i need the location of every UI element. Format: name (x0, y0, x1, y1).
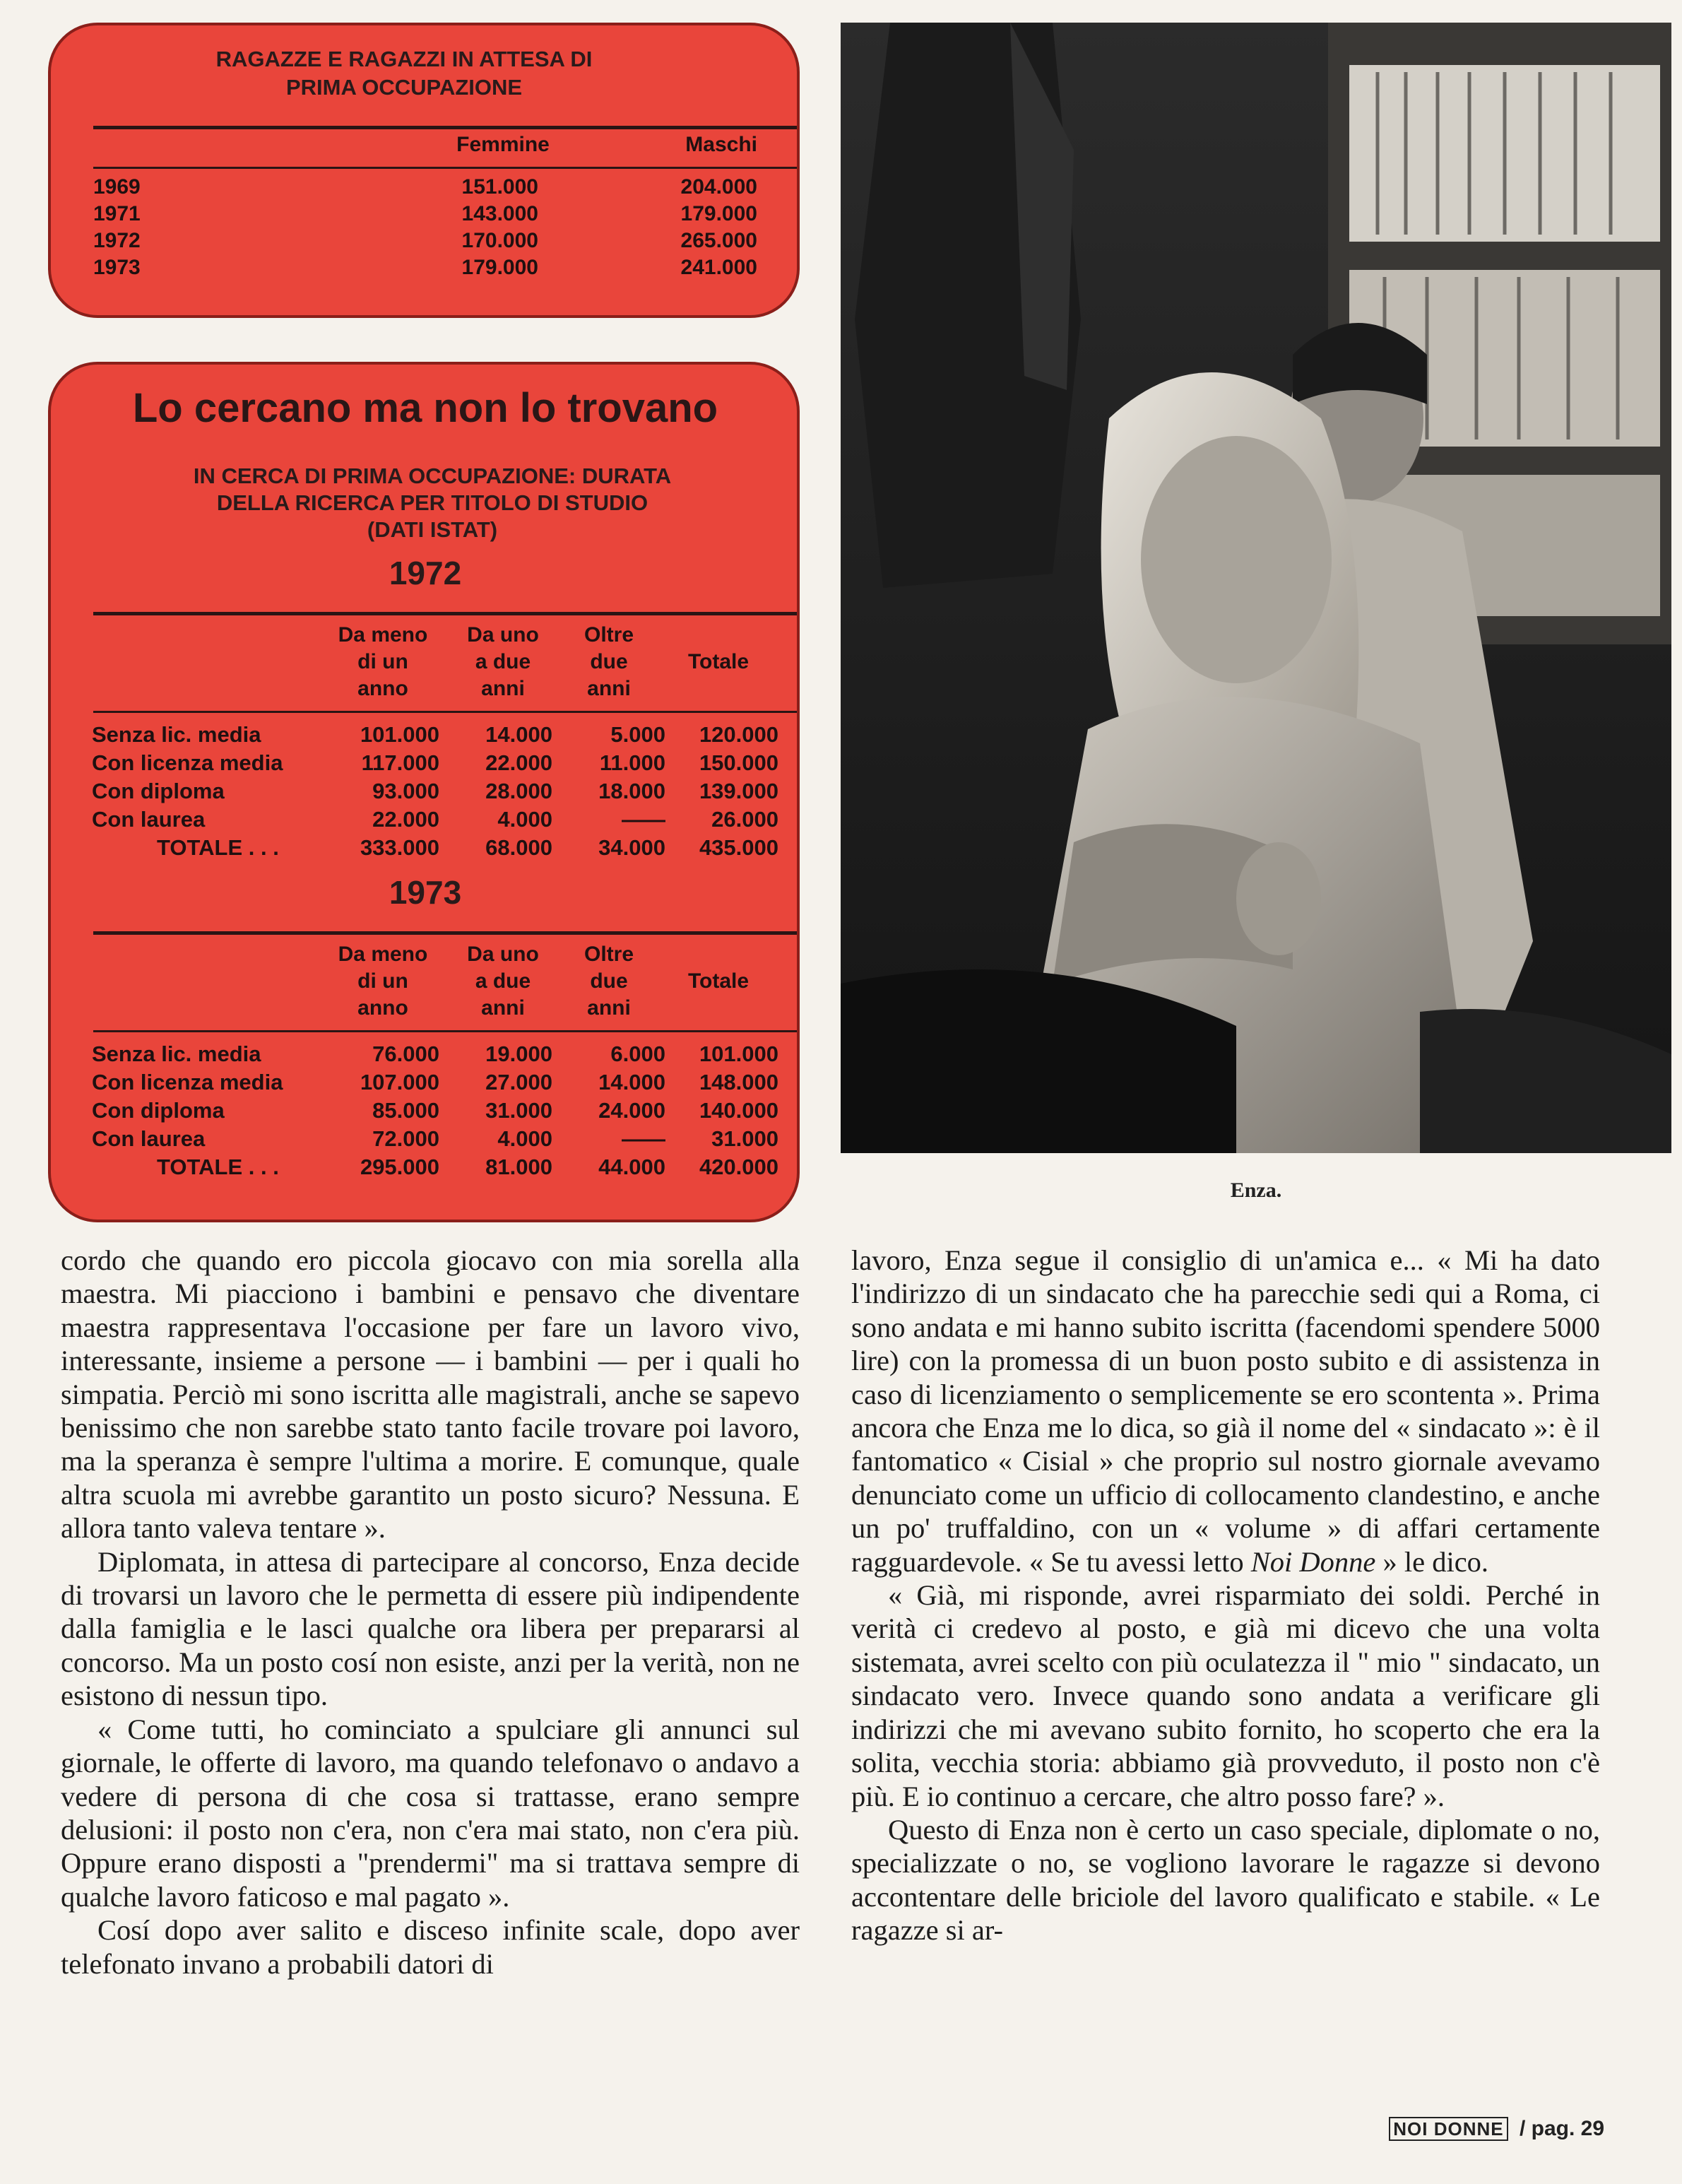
table2-value-cell: 31.000 (485, 1098, 552, 1123)
table1-title: RAGAZZE E RAGAZZI IN ATTESA DI PRIMA OCCUPAZIONE (215, 47, 593, 100)
table1-maschi-cell: 204.000 (680, 175, 757, 199)
table2-value-cell: 5.000 (610, 722, 665, 747)
footer-separator: / (1519, 2117, 1526, 2140)
table1-femmine-cell: 179.000 (461, 256, 538, 279)
table2-col-header: Da uno (467, 623, 539, 647)
table2-subtitle-2: DELLA RICERCA PER TITOLO DI STUDIO (216, 490, 648, 515)
page-footer (1389, 2117, 1604, 2141)
table1-year-cell: 1969 (93, 175, 141, 199)
table2-value-cell: 150.000 (699, 750, 778, 775)
article-paragraph: cordo che quando ero piccola giocavo con mia sorella alla maestra. Mi piacciono i bambini e pensavo che diventare maestra rappresentava l'occasione per fare un lavoro vivo, interessante, insieme a persone — i bambini — per i quali ho simpatia. Perciò mi sono iscritta alle magistrali, anche se sapevo benissimo che non sarebbe stato tanto facile trovare poi lavoro, ma la speranza è sempre l'ultima a morire. E comunque, quale altra scuola mi avrebbe garantito un posto sicuro? Nessuna. E allora tanto valeva tentare ». (61, 1244, 800, 1545)
table2-value-cell: 93.000 (372, 779, 439, 803)
table2-col-header: Da meno (338, 943, 428, 966)
table2-col-header: due (590, 650, 628, 673)
table1-year-cell: 1971 (93, 202, 141, 225)
table2-col-header: di un (357, 650, 408, 673)
article-paragraph (851, 1244, 1600, 1578)
table2-col-header: Da uno (467, 943, 539, 966)
table2-value-cell: 4.000 (497, 1126, 552, 1151)
table2-value-cell: 27.000 (485, 1070, 552, 1094)
table2-value-cell: 22.000 (372, 807, 439, 832)
table2-col-header: anni (587, 996, 631, 1020)
table2-value-cell: —— (622, 1126, 665, 1151)
table2-value-cell: 44.000 (598, 1155, 665, 1179)
table2-col-header: di un (357, 969, 408, 993)
table2-year-heading: 1972 (389, 555, 462, 591)
table2-value-cell: 81.000 (485, 1155, 552, 1179)
table2-row-label: Con laurea (92, 1126, 206, 1151)
page-number: pag. 29 (1531, 2117, 1604, 2140)
table2-value-cell: 139.000 (699, 779, 778, 803)
article-column-left (61, 1244, 800, 1981)
table1-rule-mid (93, 167, 800, 169)
table2-col-header: anni (481, 996, 525, 1020)
table2-row-label: TOTALE . . . (157, 1155, 279, 1179)
table2-col-header: Oltre (584, 943, 634, 966)
table2-heading: Lo cercano ma non lo trovano (132, 385, 718, 431)
table2-value-cell: 295.000 (360, 1155, 439, 1179)
table2-value-cell: 31.000 (711, 1126, 778, 1151)
table2-value-cell: 148.000 (699, 1070, 778, 1094)
table2-value-cell: 18.000 (598, 779, 665, 803)
table2-value-cell: 72.000 (372, 1126, 439, 1151)
table1-rule-top (93, 126, 800, 129)
table1-year-cell: 1972 (93, 229, 141, 252)
table2-col-header: Totale (687, 650, 750, 673)
table1-header-maschi: Maschi (685, 133, 757, 156)
table1-header-femmine: Femmine (456, 133, 550, 156)
table2-subtitle-1: IN CERCA DI PRIMA OCCUPAZIONE: DURATA (193, 464, 672, 488)
table2-value-cell: 107.000 (360, 1070, 439, 1094)
table2-value-cell: 14.000 (485, 722, 552, 747)
table2-row-label: Con diploma (92, 779, 225, 803)
table2-value-cell: 333.000 (360, 835, 439, 860)
article-paragraph: « Già, mi risponde, avrei risparmiato dei soldi. Perché in verità ci credevo al posto, e già mi dicevo che una volta sistemata, avrei scelto con più oculatezza il " mio " sindacato, un sindacato vero. Invece quando sono andata a verificare gli indirizzi che mi avevano subito fornito, ho scoperto che era la solita, vecchia storia: abbiamo già provveduto, il posto non c'è più. E io continuo a cercare, che altro posso fare? ». (851, 1579, 1600, 1812)
article-text: lavoro, Enza segue il consiglio di un'amica e... « Mi ha dato l'indirizzo di un sindacato che ha parecchie sedi qui a Roma, ci sono andata e mi hanno subito iscritta (facendomi spendere 5000 lire) con la promessa di un buon posto subito e di assistenza in caso di licenziamento o semplicemente se ero scontenta ». Prima ancora che Enza me lo dica, so già il nome del « sindacato »: è il fantomatico « Cisial » che proprio sul nostro giornale avevamo denunciato come un ufficio di collocamento clandestino, e anche un po' truffaldino, con un « volume » di affari certamente ragguardevole. « Se tu avessi letto (851, 1244, 1600, 1578)
table2-value-cell: 68.000 (485, 835, 552, 860)
table2-value-cell: 85.000 (372, 1098, 439, 1123)
table1-year-cell: 1973 (93, 256, 141, 279)
table2-value-cell: 34.000 (598, 835, 665, 860)
magazine-logo: NOI DONNE (1389, 2117, 1508, 2141)
table2-col-header: anni (587, 677, 631, 700)
table2-value-cell: 24.000 (598, 1098, 665, 1123)
table2-col-header: a due (475, 650, 531, 673)
table2-row-label: Con laurea (92, 807, 206, 832)
table2-row-label: TOTALE . . . (157, 835, 279, 860)
table2-value-cell: —— (622, 807, 665, 832)
table-search-duration (48, 362, 800, 1222)
table2-value-cell: 120.000 (699, 722, 778, 747)
table2-value-cell: 22.000 (485, 750, 552, 775)
table2-value-cell: 19.000 (485, 1041, 552, 1066)
magazine-name: Noi Donne (1250, 1545, 1376, 1578)
table-first-job-waiting (48, 23, 800, 318)
table2-rule (93, 1030, 800, 1032)
table1-femmine-cell: 143.000 (461, 202, 538, 225)
table2-col-header: anni (481, 677, 525, 700)
table1-femmine-cell: 151.000 (461, 175, 538, 199)
table2-col-header: Totale (687, 969, 750, 993)
table2-value-cell: 11.000 (599, 750, 665, 775)
table2-value-cell: 101.000 (699, 1041, 778, 1066)
article-paragraph: Cosí dopo aver salito e disceso infinite scale, dopo aver telefonato invano a probabili datori di (61, 1914, 800, 1980)
table2-value-cell: 117.000 (361, 750, 439, 775)
table2-value-cell: 420.000 (699, 1155, 778, 1179)
table2-rule (93, 612, 800, 615)
table2-row-label: Con licenza media (92, 750, 283, 775)
table2-value-cell: 76.000 (372, 1041, 439, 1066)
table2-rule (93, 931, 800, 935)
table2-value-cell: 435.000 (699, 835, 778, 860)
article-text: » le dico. (1375, 1545, 1489, 1578)
table2-value-cell: 26.000 (711, 807, 778, 832)
table2-col-header: Oltre (584, 623, 634, 647)
table2-col-header: a due (475, 969, 531, 993)
table2-subtitle-3: (DATI ISTAT) (367, 517, 498, 542)
article-paragraph: Questo di Enza non è certo un caso speciale, diplomate o no, specializzate o no, se vogliono lavorare le ragazze si devono accontentare delle briciole del lavoro qualificato e stabile. « Le ragazze si ar- (851, 1813, 1600, 1947)
article-column-right (851, 1244, 1600, 1947)
photo-caption: Enza. (1230, 1179, 1282, 1202)
table2-year-heading: 1973 (389, 874, 462, 911)
photo-enza-image (841, 23, 1671, 1153)
table2-value-cell: 140.000 (699, 1098, 778, 1123)
table2-value-cell: 28.000 (485, 779, 552, 803)
table2-value-cell: 101.000 (360, 722, 439, 747)
photo-enza (841, 23, 1671, 1153)
table2-rule (93, 711, 800, 713)
table2-col-header: anno (357, 996, 408, 1020)
table2-value-cell: 4.000 (497, 807, 552, 832)
table2-row-label: Senza lic. media (92, 722, 261, 747)
table2-row-label: Con licenza media (92, 1070, 283, 1094)
table1-maschi-cell: 241.000 (680, 256, 757, 279)
table2-col-header: Da meno (338, 623, 428, 647)
table2-value-cell: 14.000 (598, 1070, 665, 1094)
table2-row-label: Con diploma (92, 1098, 225, 1123)
table1-maschi-cell: 179.000 (680, 202, 757, 225)
article-paragraph: Diplomata, in attesa di partecipare al concorso, Enza decide di trovarsi un lavoro che le permetta di essere più indipendente dalla famiglia e le lasci qualche ora libera per prepararsi al concorso. Ma un posto cosí non esiste, anzi per la verità, non ne esistono di nessun tipo. (61, 1545, 800, 1712)
table2-col-header: due (590, 969, 628, 993)
article-paragraph: « Come tutti, ho cominciato a spulciare gli annunci sul giornale, le offerte di lavoro, ma quando telefonavo o andavo a vedere di persona di che cosa si trattasse, erano sempre delusioni: il posto non c'era, non c'era mai stato, non c'era più. Oppure erano disposti a "prendermi" ma si trattava sempre di qualche lavoro faticoso e mal pagato ». (61, 1713, 800, 1913)
table2-row-label: Senza lic. media (92, 1041, 261, 1066)
table1-maschi-cell: 265.000 (680, 229, 757, 252)
table2-value-cell: 6.000 (610, 1041, 665, 1066)
table2-col-header: anno (357, 677, 408, 700)
table1-femmine-cell: 170.000 (461, 229, 538, 252)
